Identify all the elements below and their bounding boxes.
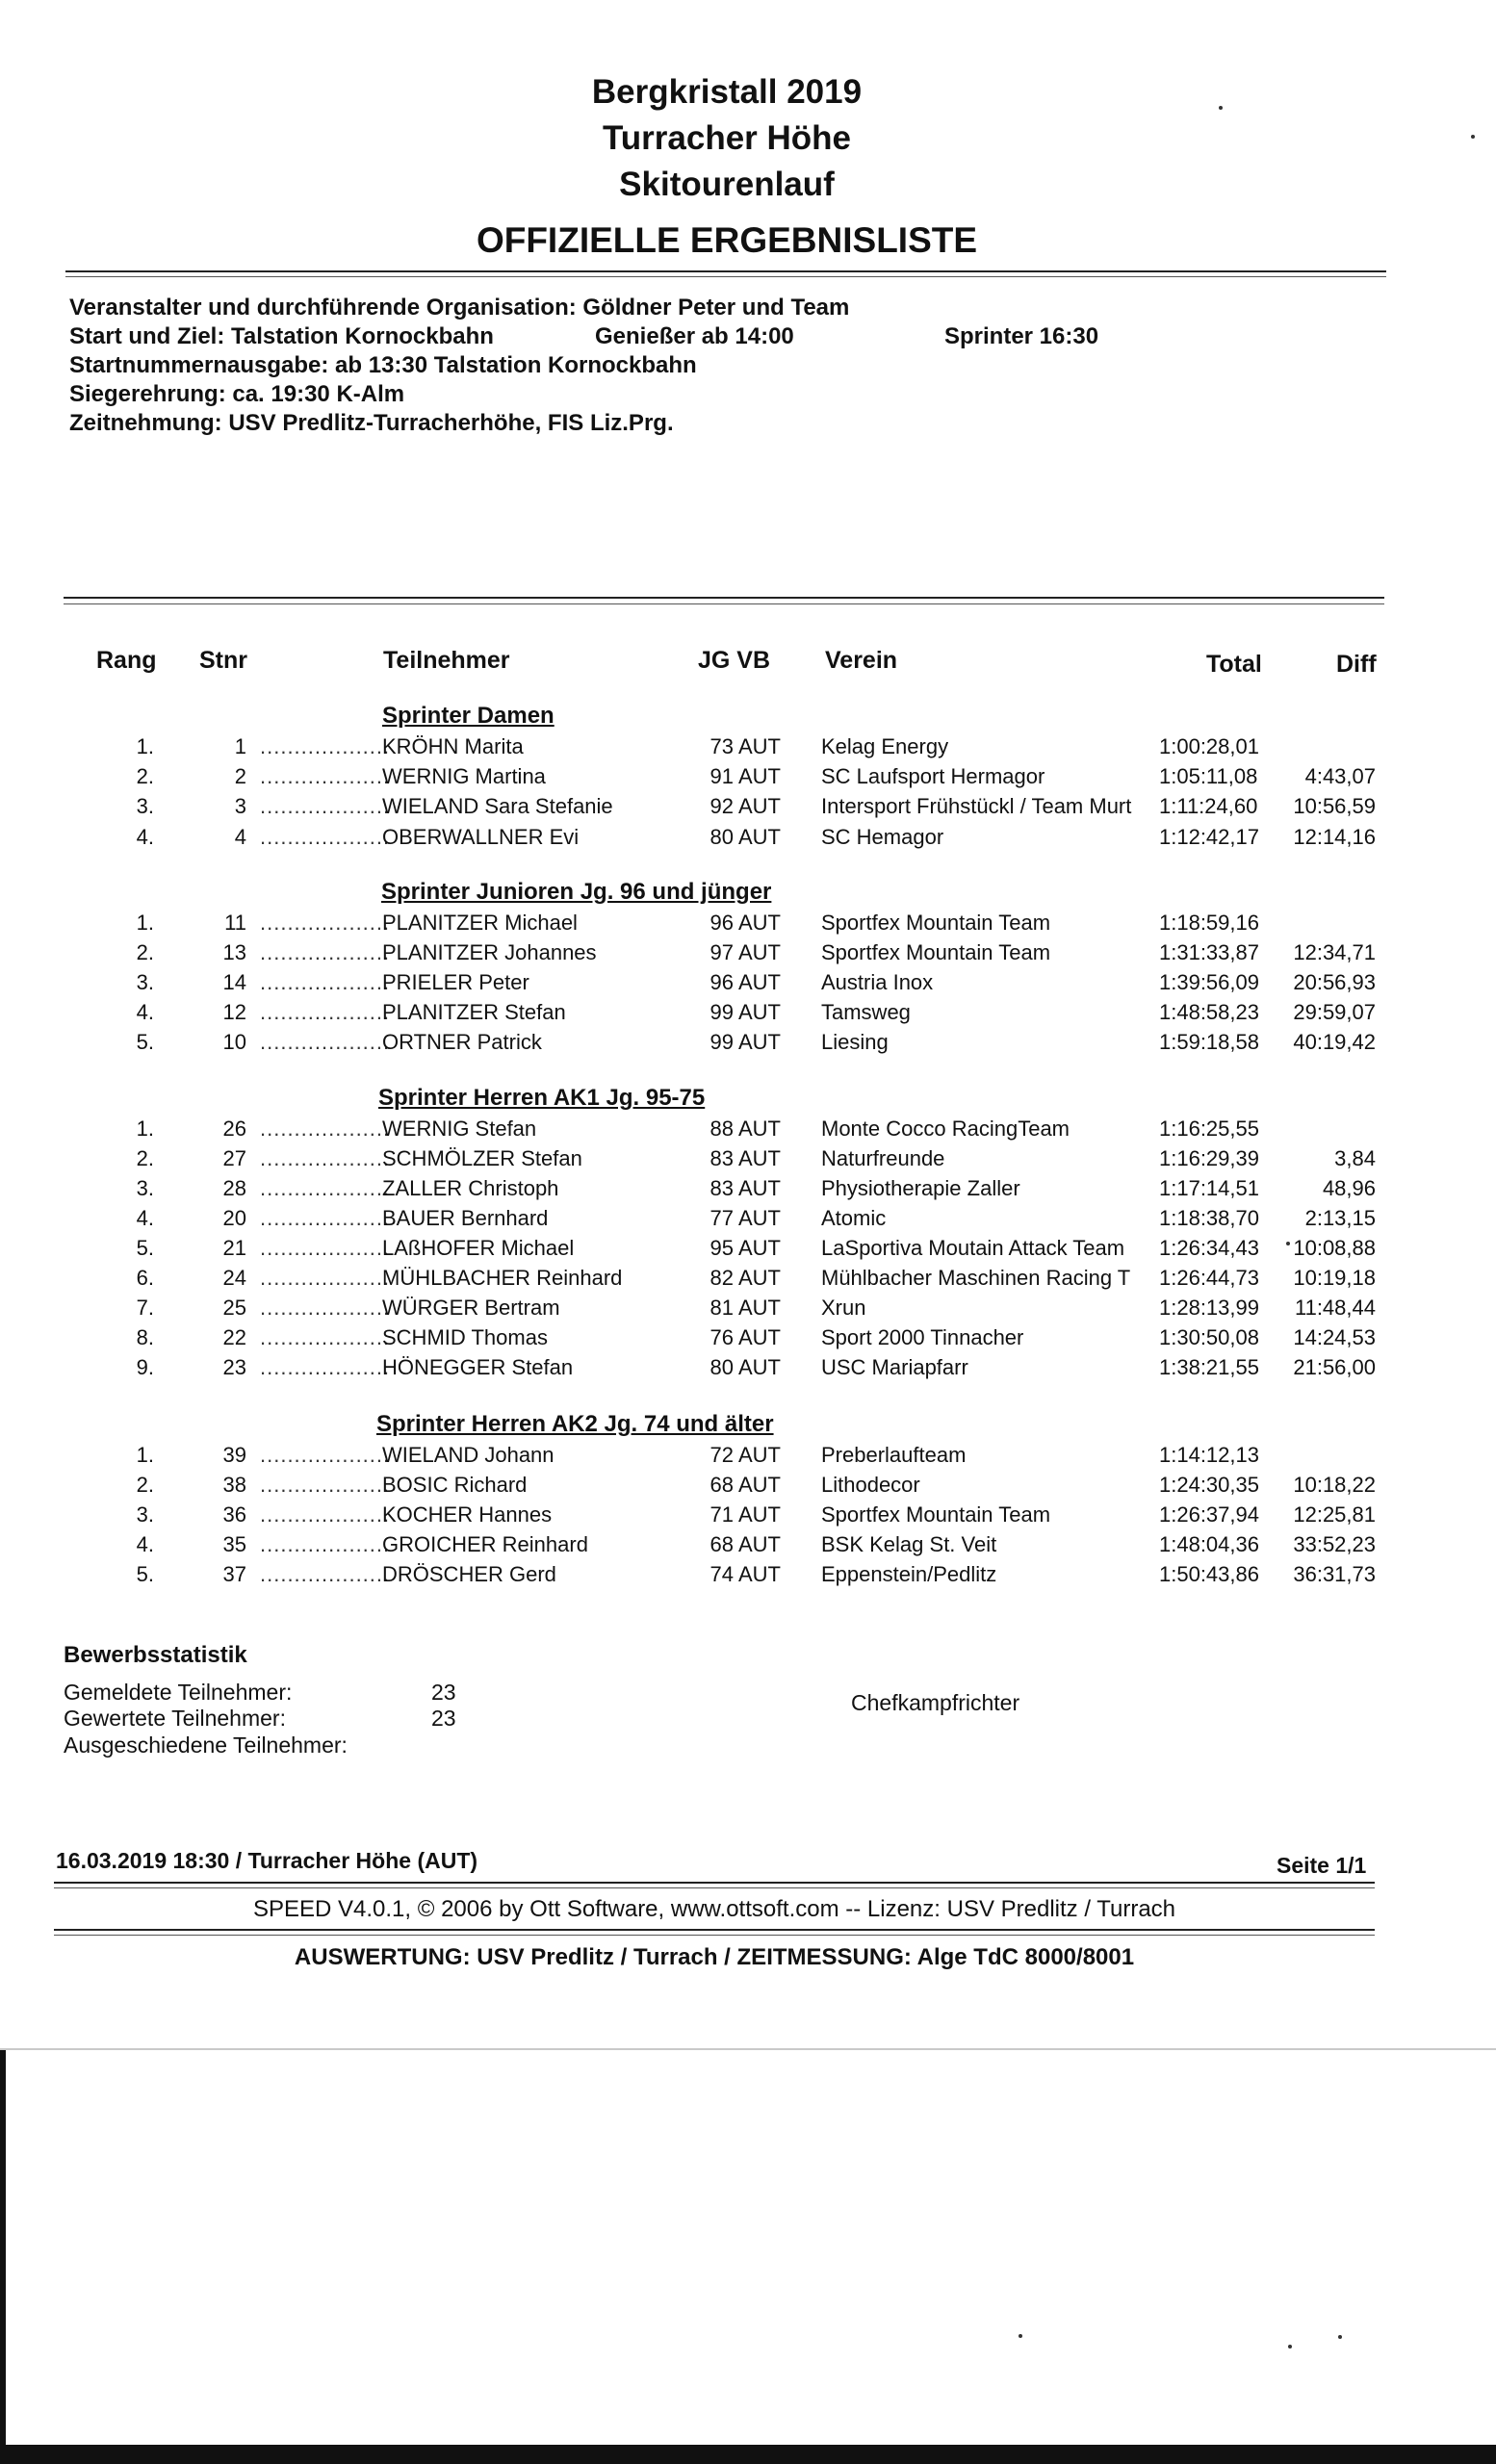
name-cell: KRÖHN Marita (382, 734, 524, 758)
name-cell: GROICHER Reinhard (382, 1532, 588, 1556)
jg-cell: 83 (709, 1176, 734, 1200)
total-cell: 1:18:59,16 (1159, 911, 1259, 935)
vb-cell: AUT (738, 1030, 781, 1054)
dot-leader: ................... (260, 1116, 391, 1141)
footer-rule-top-a (54, 1882, 1375, 1884)
rank-cell: 6. (136, 1266, 154, 1290)
dot-leader: ................... (260, 825, 391, 849)
vb-cell: AUT (738, 1146, 781, 1170)
jg-cell: 97 (709, 940, 734, 964)
vb-cell: AUT (738, 970, 781, 994)
col-jgvb: JG VB (698, 647, 771, 674)
result-row (0, 1176, 1496, 1206)
vb-cell: AUT (738, 1443, 781, 1467)
col-stnr: Stnr (199, 647, 247, 674)
stat-gewertet-label: Gewertete Teilnehmer: (64, 1706, 286, 1731)
stnr-cell: 24 (222, 1266, 246, 1290)
diff-cell: 20:56,93 (1293, 970, 1376, 994)
rank-cell: 1. (136, 1116, 154, 1141)
rank-cell: 8. (136, 1325, 154, 1349)
result-row (0, 1296, 1496, 1325)
club-cell: Sport 2000 Tinnacher (821, 1325, 1024, 1349)
club-cell: Intersport Frühstückl / Team Murt (821, 794, 1132, 818)
dot-leader: ................... (260, 1532, 391, 1556)
info-siegerehrung: Siegerehrung: ca. 19:30 K-Alm (69, 381, 405, 407)
scan-speck (1338, 2335, 1342, 2339)
dot-leader: ................... (260, 940, 391, 964)
rank-cell: 5. (136, 1030, 154, 1054)
stnr-cell: 25 (222, 1296, 246, 1320)
section-title: Sprinter Damen (382, 703, 555, 729)
total-cell: 1:16:25,55 (1159, 1116, 1259, 1141)
stnr-cell: 27 (222, 1146, 246, 1170)
scan-speck (1019, 2334, 1022, 2338)
rank-cell: 9. (136, 1355, 154, 1379)
result-row (0, 1266, 1496, 1296)
rank-cell: 2. (136, 1146, 154, 1170)
jg-cell: 81 (709, 1296, 734, 1320)
stnr-cell: 35 (222, 1532, 246, 1556)
diff-cell: 14:24,53 (1293, 1325, 1376, 1349)
club-cell: Liesing (821, 1030, 889, 1054)
rank-cell: 3. (136, 1176, 154, 1200)
jg-cell: 71 (709, 1502, 734, 1527)
club-cell: Lithodecor (821, 1473, 920, 1497)
jg-cell: 88 (709, 1116, 734, 1141)
stnr-cell: 22 (222, 1325, 246, 1349)
name-cell: SCHMID Thomas (382, 1325, 548, 1349)
result-row (0, 1355, 1496, 1385)
footer-rule-bottom-a (54, 1929, 1375, 1931)
rank-cell: 3. (136, 794, 154, 818)
name-cell: ZALLER Christoph (382, 1176, 559, 1200)
event-type: Skitourenlauf (619, 166, 835, 203)
jg-cell: 77 (709, 1206, 734, 1230)
club-cell: Xrun (821, 1296, 866, 1320)
jg-cell: 95 (709, 1236, 734, 1260)
dot-leader: ................... (260, 1146, 391, 1170)
result-row (0, 911, 1496, 940)
stnr-cell: 38 (222, 1473, 246, 1497)
dot-leader: ................... (260, 1206, 391, 1230)
diff-cell: 36:31,73 (1293, 1562, 1376, 1586)
vb-cell: AUT (738, 911, 781, 935)
club-cell: Tamsweg (821, 1000, 911, 1024)
name-cell: ORTNER Patrick (382, 1030, 542, 1054)
dot-leader: ................... (260, 734, 391, 758)
club-cell: Austria Inox (821, 970, 934, 994)
jg-cell: 72 (709, 1443, 734, 1467)
vb-cell: AUT (738, 1236, 781, 1260)
total-cell: 1:14:12,13 (1159, 1443, 1259, 1467)
diff-cell: 33:52,23 (1293, 1532, 1376, 1556)
result-row (0, 1206, 1496, 1236)
result-row (0, 1030, 1496, 1060)
jg-cell: 73 (709, 734, 734, 758)
total-cell: 1:50:43,86 (1159, 1562, 1259, 1586)
dot-leader: ................... (260, 1325, 391, 1349)
vb-cell: AUT (738, 794, 781, 818)
vb-cell: AUT (738, 1473, 781, 1497)
result-row (0, 794, 1496, 824)
info-startnr: Startnummernausgabe: ab 13:30 Talstation Kornockbahn (69, 352, 697, 378)
club-cell: Sportfex Mountain Team (821, 940, 1051, 964)
rank-cell: 1. (136, 911, 154, 935)
name-cell: WERNIG Martina (382, 764, 546, 788)
name-cell: DRÖSCHER Gerd (382, 1562, 556, 1586)
jg-cell: 74 (709, 1562, 734, 1586)
jg-cell: 83 (709, 1146, 734, 1170)
scan-speck (1288, 2345, 1292, 2348)
header-rule-top (65, 270, 1386, 272)
section-title: Sprinter Herren AK1 Jg. 95-75 (378, 1085, 706, 1111)
name-cell: PLANITZER Johannes (382, 940, 597, 964)
stnr-cell: 2 (234, 764, 246, 788)
total-cell: 1:28:13,99 (1159, 1296, 1259, 1320)
result-row (0, 1443, 1496, 1473)
info-organizer: Veranstalter und durchführende Organisation: Göldner Peter und Team (69, 295, 850, 321)
scan-speck (1286, 1242, 1290, 1245)
stnr-cell: 39 (222, 1443, 246, 1467)
total-cell: 1:26:34,43 (1159, 1236, 1259, 1260)
club-cell: SC Hemagor (821, 825, 944, 849)
diff-cell: 10:08,88 (1293, 1236, 1376, 1260)
name-cell: LAßHOFER Michael (382, 1236, 575, 1260)
jg-cell: 82 (709, 1266, 734, 1290)
jg-cell: 96 (709, 911, 734, 935)
stnr-cell: 10 (222, 1030, 246, 1054)
club-cell: Preberlaufteam (821, 1443, 967, 1467)
dot-leader: ................... (260, 970, 391, 994)
info-zeitnehmung: Zeitnehmung: USV Predlitz-Turracherhöhe, FIS Liz.Prg. (69, 410, 674, 436)
vb-cell: AUT (738, 1502, 781, 1527)
section-title: Sprinter Herren AK2 Jg. 74 und älter (376, 1411, 774, 1437)
diff-cell: 29:59,07 (1293, 1000, 1376, 1024)
jg-cell: 68 (709, 1473, 734, 1497)
club-cell: Naturfreunde (821, 1146, 945, 1170)
total-cell: 1:12:42,17 (1159, 825, 1259, 849)
diff-cell: 10:18,22 (1293, 1473, 1376, 1497)
name-cell: PRIELER Peter (382, 970, 529, 994)
diff-cell: 4:43,07 (1304, 764, 1376, 788)
dot-leader: ................... (260, 1473, 391, 1497)
table-rule-top (64, 597, 1384, 599)
result-row (0, 1532, 1496, 1562)
event-location: Turracher Höhe (602, 119, 852, 157)
stat-ausgeschieden-label: Ausgeschiedene Teilnehmer: (64, 1732, 348, 1758)
rank-cell: 5. (136, 1236, 154, 1260)
name-cell: HÖNEGGER Stefan (382, 1355, 574, 1379)
stnr-cell: 12 (222, 1000, 246, 1024)
rank-cell: 1. (136, 1443, 154, 1467)
jg-cell: 91 (709, 764, 734, 788)
stnr-cell: 36 (222, 1502, 246, 1527)
name-cell: KOCHER Hannes (382, 1502, 553, 1527)
club-cell: Sportfex Mountain Team (821, 1502, 1051, 1527)
stnr-cell: 37 (222, 1562, 246, 1586)
result-row (0, 1116, 1496, 1146)
document-title: OFFIZIELLE ERGEBNISLISTE (476, 220, 978, 260)
diff-cell: 11:48,44 (1294, 1296, 1376, 1320)
club-cell: LaSportiva Moutain Attack Team (821, 1236, 1125, 1260)
rank-cell: 2. (136, 940, 154, 964)
dot-leader: ................... (260, 1355, 391, 1379)
rank-cell: 4. (136, 1532, 154, 1556)
vb-cell: AUT (738, 1266, 781, 1290)
club-cell: SC Laufsport Hermagor (821, 764, 1045, 788)
vb-cell: AUT (738, 764, 781, 788)
event-title: Bergkristall 2019 (591, 73, 863, 111)
club-cell: Sportfex Mountain Team (821, 911, 1051, 935)
col-teilnehmer: Teilnehmer (383, 647, 510, 674)
vb-cell: AUT (738, 1116, 781, 1141)
name-cell: MÜHLBACHER Reinhard (382, 1266, 623, 1290)
total-cell: 1:30:50,08 (1159, 1325, 1259, 1349)
dot-leader: ................... (260, 1266, 391, 1290)
diff-cell: 2:13,15 (1304, 1206, 1376, 1230)
col-diff: Diff (1336, 651, 1377, 678)
total-cell: 1:48:04,36 (1159, 1532, 1259, 1556)
stnr-cell: 4 (234, 825, 246, 849)
stnr-cell: 3 (234, 794, 246, 818)
stnr-cell: 23 (222, 1355, 246, 1379)
vb-cell: AUT (738, 1296, 781, 1320)
stat-gewertet-value: 23 (431, 1706, 456, 1731)
jg-cell: 80 (709, 825, 734, 849)
dot-leader: ................... (260, 1236, 391, 1260)
club-cell: Physiotherapie Zaller (821, 1176, 1020, 1200)
name-cell: WERNIG Stefan (382, 1116, 537, 1141)
total-cell: 1:24:30,35 (1159, 1473, 1259, 1497)
rank-cell: 4. (136, 1206, 154, 1230)
rank-cell: 4. (136, 1000, 154, 1024)
diff-cell: 21:56,00 (1293, 1355, 1376, 1379)
dot-leader: ................... (260, 1030, 391, 1054)
vb-cell: AUT (738, 940, 781, 964)
total-cell: 1:26:37,94 (1159, 1502, 1259, 1527)
result-row (0, 1236, 1496, 1266)
stat-gemeldet-label: Gemeldete Teilnehmer: (64, 1680, 293, 1705)
info-start-line (69, 322, 1321, 351)
header-rule-bottom (65, 276, 1386, 277)
stnr-cell: 13 (222, 940, 246, 964)
result-row (0, 1000, 1496, 1030)
total-cell: 1:48:58,23 (1159, 1000, 1259, 1024)
stat-gemeldet-value: 23 (431, 1680, 456, 1705)
vb-cell: AUT (738, 1176, 781, 1200)
stnr-cell: 14 (222, 970, 246, 994)
footer-rule-top-b (54, 1887, 1375, 1888)
rank-cell: 5. (136, 1562, 154, 1586)
jg-cell: 68 (709, 1532, 734, 1556)
rank-cell: 2. (136, 1473, 154, 1497)
dot-leader: ................... (260, 794, 391, 818)
club-cell: Atomic (821, 1206, 887, 1230)
total-cell: 1:26:44,73 (1159, 1266, 1259, 1290)
footer-auswertung: AUSWERTUNG: USV Predlitz / Turrach / ZEITMESSUNG: Alge TdC 8000/8001 (294, 1944, 1135, 1970)
name-cell: BAUER Bernhard (382, 1206, 549, 1230)
name-cell: SCHMÖLZER Stefan (382, 1146, 582, 1170)
section-title: Sprinter Junioren Jg. 96 und jünger (381, 879, 772, 905)
vb-cell: AUT (738, 825, 781, 849)
col-total: Total (1206, 651, 1262, 678)
name-cell: PLANITZER Michael (382, 911, 578, 935)
total-cell: 1:18:38,70 (1159, 1206, 1259, 1230)
total-cell: 1:16:29,39 (1159, 1146, 1259, 1170)
info-geniesser: Genießer ab 14:00 (595, 323, 794, 349)
club-cell: USC Mariapfarr (821, 1355, 968, 1379)
table-rule-bottom (64, 603, 1384, 604)
jg-cell: 80 (709, 1355, 734, 1379)
result-row (0, 1562, 1496, 1592)
total-cell: 1:31:33,87 (1159, 940, 1259, 964)
dot-leader: ................... (260, 911, 391, 935)
scan-left-edge (0, 2050, 6, 2464)
vb-cell: AUT (738, 1355, 781, 1379)
rank-cell: 3. (136, 970, 154, 994)
result-row (0, 825, 1496, 855)
diff-cell: 12:34,71 (1293, 940, 1376, 964)
footer-datetime: 16.03.2019 18:30 / Turracher Höhe (AUT) (56, 1848, 478, 1873)
total-cell: 1:11:24,60 (1159, 794, 1258, 818)
info-start: Start und Ziel: Talstation Kornockbahn (69, 323, 494, 349)
club-cell: Monte Cocco RacingTeam (821, 1116, 1070, 1141)
footer-rule-bottom-b (54, 1935, 1375, 1936)
rank-cell: 4. (136, 825, 154, 849)
diff-cell: 12:25,81 (1293, 1502, 1376, 1527)
stnr-cell: 1 (234, 734, 246, 758)
stnr-cell: 11 (224, 911, 246, 935)
dot-leader: ................... (260, 1562, 391, 1586)
diff-cell: 12:14,16 (1293, 825, 1376, 849)
total-cell: 1:59:18,58 (1159, 1030, 1259, 1054)
vb-cell: AUT (738, 1206, 781, 1230)
diff-cell: 40:19,42 (1293, 1030, 1376, 1054)
name-cell: WIELAND Johann (382, 1443, 555, 1467)
dot-leader: ................... (260, 1502, 391, 1527)
dot-leader: ................... (260, 1296, 391, 1320)
jg-cell: 76 (709, 1325, 734, 1349)
jg-cell: 99 (709, 1030, 734, 1054)
total-cell: 1:17:14,51 (1159, 1176, 1259, 1200)
vb-cell: AUT (738, 1000, 781, 1024)
footer-page: Seite 1/1 (1277, 1853, 1367, 1878)
diff-cell: 10:19,18 (1293, 1266, 1376, 1290)
scan-bottom-edge (0, 2445, 1496, 2464)
jg-cell: 99 (709, 1000, 734, 1024)
stnr-cell: 26 (222, 1116, 246, 1141)
name-cell: BOSIC Richard (382, 1473, 528, 1497)
total-cell: 1:38:21,55 (1159, 1355, 1259, 1379)
result-row (0, 1146, 1496, 1176)
dot-leader: ................... (260, 764, 391, 788)
name-cell: WÜRGER Bertram (382, 1296, 560, 1320)
result-row (0, 764, 1496, 794)
total-cell: 1:05:11,08 (1159, 764, 1258, 788)
stnr-cell: 20 (222, 1206, 246, 1230)
rank-cell: 3. (136, 1502, 154, 1527)
name-cell: OBERWALLNER Evi (382, 825, 580, 849)
scan-speck (1471, 135, 1475, 139)
club-cell: Mühlbacher Maschinen Racing T (821, 1266, 1131, 1290)
result-row (0, 1473, 1496, 1502)
vb-cell: AUT (738, 1325, 781, 1349)
vb-cell: AUT (738, 1532, 781, 1556)
rank-cell: 1. (136, 734, 154, 758)
club-cell: Eppenstein/Pedlitz (821, 1562, 997, 1586)
diff-cell: 3,84 (1334, 1146, 1376, 1170)
info-sprinter: Sprinter 16:30 (944, 323, 1099, 349)
vb-cell: AUT (738, 1562, 781, 1586)
dot-leader: ................... (260, 1176, 391, 1200)
rank-cell: 7. (136, 1296, 154, 1320)
stats-title: Bewerbsstatistik (64, 1642, 247, 1668)
result-row (0, 940, 1496, 970)
col-rang: Rang (96, 647, 157, 674)
diff-cell: 48,96 (1322, 1176, 1376, 1200)
jg-cell: 92 (709, 794, 734, 818)
result-row (0, 1325, 1496, 1355)
result-row (0, 1502, 1496, 1532)
stnr-cell: 28 (222, 1176, 246, 1200)
col-verein: Verein (825, 647, 898, 674)
club-cell: BSK Kelag St. Veit (821, 1532, 997, 1556)
chefkampfrichter-label: Chefkampfrichter (851, 1690, 1020, 1715)
dot-leader: ................... (260, 1443, 391, 1467)
result-row (0, 970, 1496, 1000)
jg-cell: 96 (709, 970, 734, 994)
footer-software: SPEED V4.0.1, © 2006 by Ott Software, www.ottsoft.com -- Lizenz: USV Predlitz / Turrach (252, 1896, 1176, 1922)
vb-cell: AUT (738, 734, 781, 758)
dot-leader: ................... (260, 1000, 391, 1024)
total-cell: 1:39:56,09 (1159, 970, 1259, 994)
name-cell: PLANITZER Stefan (382, 1000, 566, 1024)
club-cell: Kelag Energy (821, 734, 949, 758)
page-edge (0, 2048, 1496, 2050)
stnr-cell: 21 (222, 1236, 246, 1260)
scan-speck (1219, 106, 1223, 110)
result-row (0, 734, 1496, 764)
diff-cell: 10:56,59 (1293, 794, 1376, 818)
total-cell: 1:00:28,01 (1159, 734, 1259, 758)
name-cell: WIELAND Sara Stefanie (382, 794, 613, 818)
rank-cell: 2. (136, 764, 154, 788)
